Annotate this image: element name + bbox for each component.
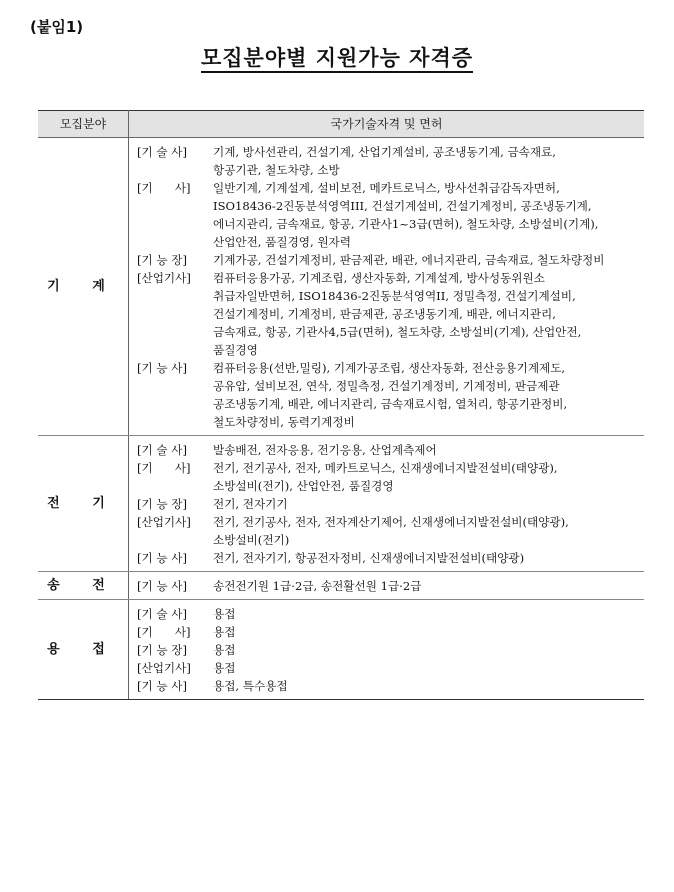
level-qualifications: [213, 495, 642, 513]
qualification-level-row: [137, 623, 642, 641]
level-qualifications: [213, 659, 642, 677]
level-label: [기 능 장]: [137, 253, 188, 267]
qualification-list: [129, 138, 645, 436]
level-label: [기 능 사]: [137, 551, 188, 565]
level-qualifications: [213, 269, 642, 359]
level-qualifications: [213, 677, 642, 695]
table-body: [38, 138, 644, 700]
level-label: [기 능 사]: [137, 361, 188, 375]
level-label: [기 술 사]: [137, 443, 188, 457]
qualification-line: 발송배전, 전자응용, 전기응용, 산업계측제어: [213, 443, 437, 457]
table-row: [38, 138, 644, 436]
category-cell: 용 접: [38, 600, 129, 700]
level-label: [기 사]: [137, 181, 191, 195]
qualification-level-row: [137, 513, 642, 549]
qualification-line: 전기, 전기공사, 전자, 메카트로닉스, 신재생에너지발전설비(태양광),: [213, 461, 558, 475]
level-label: [기 능 사]: [137, 579, 188, 593]
qualification-line: 전기, 전자기기, 항공전자정비, 신재생에너지발전설비(태양광): [213, 551, 525, 565]
qualification-line: 취급자일반면허, ISO18436-2진동분석영역II, 정밀측정, 건설기계설비,: [213, 289, 576, 303]
level-qualifications: [213, 577, 642, 595]
qualification-line: 전기, 전자기기: [213, 497, 288, 511]
level-label: [기 능 장]: [137, 497, 188, 511]
table-row: [38, 572, 644, 600]
header-category: 모집분야: [38, 111, 129, 138]
qualification-level-row: [137, 143, 642, 179]
qualification-table: [38, 110, 644, 700]
qualification-line: 공조냉동기계, 배관, 에너지관리, 금속재료시험, 열처리, 항공기관정비,: [213, 397, 568, 411]
qualification-level-row: [137, 179, 642, 251]
level-qualifications: [213, 359, 642, 431]
category-cell: 전 기: [38, 436, 129, 572]
qualification-line: 항공기관, 철도차량, 소방: [213, 163, 340, 177]
qualification-level-row: [137, 251, 642, 269]
qualification-line: 일반기계, 기계설계, 설비보전, 메카트로닉스, 방사선취급감독자면허,: [213, 181, 560, 195]
qualification-line: 용접, 특수용접: [213, 679, 288, 693]
qualification-line: ISO18436-2진동분석영역III, 건설기계설비, 건설기계정비, 공조냉동기계,: [213, 199, 592, 213]
table-row: [38, 436, 644, 572]
level-qualifications: [213, 179, 642, 251]
qualification-level-row: [137, 269, 642, 359]
qualification-line: 공유압, 설비보전, 연삭, 정밀측정, 건설기계정비, 기계정비, 판금제관: [213, 379, 560, 393]
qualification-line: 건설기계정비, 기계정비, 판금제관, 공조냉동기계, 배관, 에너지관리,: [213, 307, 556, 321]
qualification-level-row: [137, 659, 642, 677]
qualification-line: 전기, 전기공사, 전자, 전자계산기제어, 신재생에너지발전설비(태양광),: [213, 515, 569, 529]
qualification-line: 소방설비(전기): [213, 533, 290, 547]
qualification-line: 기계가공, 건설기계정비, 판금제관, 배관, 에너지관리, 금속재료, 철도차량정비: [213, 253, 605, 267]
title-text: 모집분야별 지원가능 자격증: [201, 46, 473, 73]
category-cell: 송 전: [38, 572, 129, 600]
qualification-level-row: [137, 459, 642, 495]
qualification-line: 에너지관리, 금속재료, 항공, 기관사1~3급(면허), 철도차량, 소방설비(기계),: [213, 217, 599, 231]
qualification-level-row: [137, 605, 642, 623]
level-qualifications: [213, 549, 642, 567]
qualification-line: 기계, 방사선관리, 건설기계, 산업기계설비, 공조냉동기계, 금속재료,: [213, 145, 556, 159]
level-qualifications: [213, 459, 642, 495]
level-qualifications: [213, 441, 642, 459]
qualification-line: 용접: [213, 643, 236, 657]
qualification-list: [129, 436, 645, 572]
qualification-line: 산업안전, 품질경영, 원자력: [213, 235, 351, 249]
qualification-line: 용접: [213, 661, 236, 675]
page-title: [0, 42, 674, 72]
qualification-line: 용접: [213, 625, 236, 639]
qualification-line: 컴퓨터응용가공, 기계조립, 생산자동화, 기계설계, 방사성동위원소: [213, 271, 545, 285]
level-label: [기 능 사]: [137, 679, 188, 693]
qualification-level-row: [137, 677, 642, 695]
header-qualifications: 국가기술자격 및 면허: [129, 111, 645, 138]
level-qualifications: [213, 605, 642, 623]
level-qualifications: [213, 251, 642, 269]
qualification-line: 소방설비(전기), 산업안전, 품질경영: [213, 479, 394, 493]
qualification-line: 송전전기원 1급·2급, 송전활선원 1급·2급: [213, 579, 422, 593]
qualification-level-row: [137, 577, 642, 595]
level-qualifications: [213, 513, 642, 549]
table-row: [38, 600, 644, 700]
table-header-row: [38, 111, 644, 138]
qualification-line: 용접: [213, 607, 236, 621]
qualification-line: 컴퓨터응용(선반,밀링), 기계가공조립, 생산자동화, 전산응용기계제도,: [213, 361, 566, 375]
qualification-line: 철도차량정비, 동력기계정비: [213, 415, 355, 429]
level-qualifications: [213, 641, 642, 659]
qualification-level-row: [137, 495, 642, 513]
qualification-level-row: [137, 549, 642, 567]
level-label: [산업기사]: [137, 661, 191, 675]
qualification-list: [129, 572, 645, 600]
qualification-level-row: [137, 441, 642, 459]
category-cell: 기 계: [38, 138, 129, 436]
qualification-level-row: [137, 641, 642, 659]
level-label: [기 술 사]: [137, 607, 188, 621]
level-label: [기 능 장]: [137, 643, 188, 657]
level-label: [기 사]: [137, 625, 191, 639]
level-label: [기 술 사]: [137, 145, 188, 159]
qualification-line: 품질경영: [213, 343, 258, 357]
qualification-line: 금속재료, 항공, 기관사4,5급(면허), 철도차량, 소방설비(기계), 산업안전,: [213, 325, 582, 339]
qualification-list: [129, 600, 645, 700]
level-label: [산업기사]: [137, 515, 191, 529]
level-qualifications: [213, 623, 642, 641]
annex-label: (붙임1): [30, 18, 84, 36]
level-label: [산업기사]: [137, 271, 191, 285]
qualification-level-row: [137, 359, 642, 431]
level-label: [기 사]: [137, 461, 191, 475]
level-qualifications: [213, 143, 642, 179]
